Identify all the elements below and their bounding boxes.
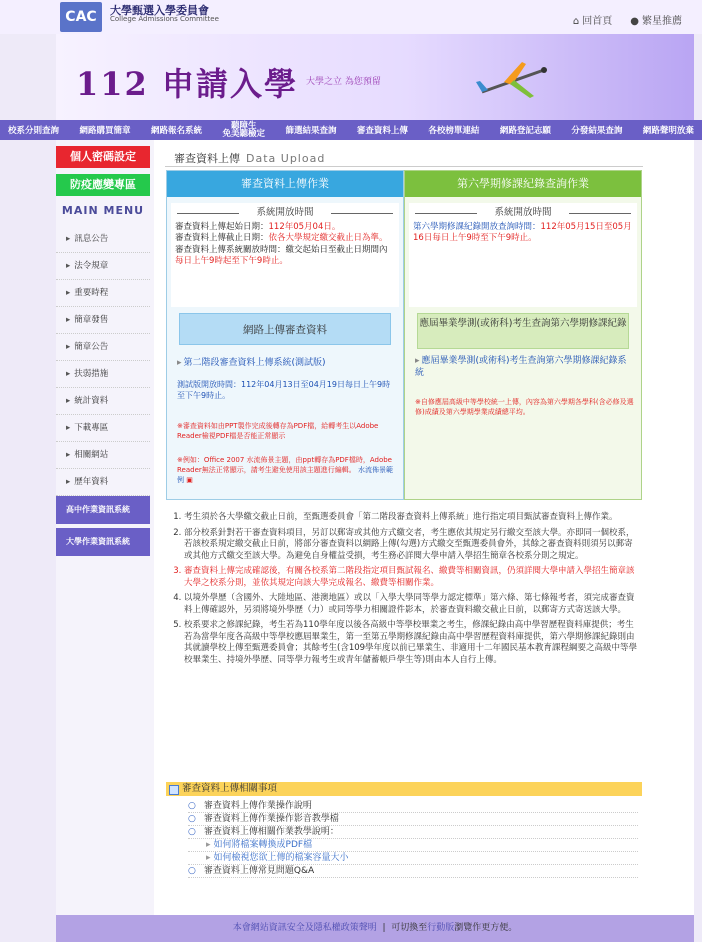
org-sub: College Admissions Committee [110,15,219,23]
divider [165,166,643,167]
sidebar-item[interactable]: ▸ 統計資料 [56,388,150,415]
schedule-line: 審查資料上傳起始日期：112年05月04日。 [175,221,341,232]
schedule-line: 審查資料上傳截止日期：依各大學規定繳交截止日為準。 [175,233,388,243]
rule-item: 4. 以境外學歷（含國外、大陸地區、港澳地區）或以「入學大學同等學力認定標準」第六條、第七條報考者，須完成審查資料上傳確認外，另須將境外學歷（力）或同等學力相關證件影本，於審查資料繳交截止日前，以郵寄方式寄送該大學。 [184,593,640,616]
banner [56,34,694,120]
test-period-note: 測試版開放時間：112年04月13日至04月19日每日上午9時至下午9時止。 [177,380,391,400]
mobile-version-link[interactable]: 行動版 [427,923,455,933]
epidemic-zone-button[interactable]: 防疫應變專區 [56,174,150,196]
high-school-system-button[interactable]: 高中作業資訊系統 [56,496,150,524]
top-links [573,12,682,27]
org-name: 大學甄選入學委員會 [110,4,209,17]
banner-title: 112 申請入學 [76,65,298,103]
related-subitem[interactable]: ▸ 如何檢視您欲上傳的檔案容量大小 [188,852,638,865]
sidebar-item[interactable]: ▸ 扶弱措施 [56,361,150,388]
sidebar-item[interactable]: ▸ 歷年資料 [56,469,150,496]
course-record-head: 第六學期修課紀錄查詢作業 [405,171,641,197]
schedule-title: 系統開放時間 [413,207,633,219]
sidebar-item[interactable]: ▸ 相關網站 [56,442,150,469]
upload-system-link[interactable]: ▸ 第二階段審查資料上傳系統(測試版) [177,355,326,368]
rules-list [170,512,640,670]
sidebar-item[interactable]: ▸ 簡章公告 [56,334,150,361]
nav-item[interactable]: 網路購買簡章 [79,126,131,136]
sidebar-item[interactable]: ▸ 法令規章 [56,253,150,280]
course-record-note: ※自修應屆高級中等學校統一上傳，內容為第六學期各學科(含必修及選修)成績及第六學期學業成績總平均。 [415,398,634,416]
main-menu-title: MAIN MENU [61,204,145,217]
top-bar [0,0,702,34]
rule-item: 5. 校系要求之修課紀錄，考生若為110學年度以後各高級中等學校畢業之考生，修課紀錄由高中學習歷程資料庫提供；考生若為當學年度各高級中等學校應屆畢業生，第一至第五學期修課紀錄由高中學習歷程資料庫提供，第六學期修課紀錄則由其就讀學校上傳至甄選委員會；其餘考生(含109學年度以前已畢業生、非適用十二年國民基本教育課程綱要之高級中等學校畢業生、持境外學歷、同等學力報考生或青年儲蓄帳戶學生等)則由本人自行上傳。 [184,620,640,666]
sidebar-item[interactable]: ▸ 簡章發售 [56,307,150,334]
related-item[interactable]: ○ 審查資料上傳作業操作影音教學檔 [188,813,638,826]
sidebar-menu [56,226,150,496]
course-record-link[interactable]: ▸ 應屆畢業學測(或術科)考生查詢第六學期修課紀錄系統 [415,355,635,379]
course-record-panel [404,170,642,500]
related-item[interactable]: ○ 審查資料上傳作業操作說明 [188,800,638,813]
home-icon: ⌂ [572,16,580,27]
star-link[interactable]: ● 繁星推薦 [630,16,682,27]
schedule-line: 第六學期修課紀錄開放查詢時間：112年05月15日至05月16日每日上午9時至下午9時止。 [413,221,632,243]
related-item: ○ 審查資料上傳相關作業教學說明： [188,826,638,839]
nav-item[interactable]: 篩選結果查詢 [285,126,337,136]
schedule-line: 審查資料上傳系統關放時間：繳交起始日至截止日期間內每日上午9時起至下午9時止。 [175,244,388,266]
rule-item: 1. 考生須於各大學繳交截止日前，至甄選委員會「第二階段審查資料上傳系統」進行指定項目甄試審查資料上傳作業。 [184,512,640,524]
sidebar-item[interactable]: ▸ 訊息公告 [56,226,150,253]
course-record-query-button[interactable]: 應屆畢業學測(或術科)考生查詢第六學期修課紀錄 [417,313,629,349]
related-item[interactable]: ○ 審查資料上傳常見問題Q&A [188,865,638,878]
nav-item-hearing[interactable]: 聽障生 免美聽檢定 [222,121,265,139]
nav-item[interactable]: 校系分則查詢 [8,126,60,136]
nav-item[interactable]: 審查資料上傳 [356,126,408,136]
banner-subtitle: 大學之立 為您預留 [306,77,381,87]
schedule-title: 系統開放時間 [175,207,395,219]
upload-schedule [171,203,399,307]
cac-logo[interactable]: CAC [60,2,102,32]
upload-panel [166,170,404,500]
person-icon: ● [630,16,639,27]
footer: 本會網站資訊安全及隱私權政策聲明 | 可切換至行動版瀏覽作更方便。 [56,915,694,942]
page-title: 審查資料上傳 Data Upload [174,152,326,165]
related-header: 審查資料上傳相關事項 [166,782,642,796]
nav-item[interactable]: 網路報名系統 [150,126,202,136]
nav-item[interactable]: 分發結果查詢 [571,126,623,136]
main-nav [0,120,702,140]
password-setting-button[interactable]: 個人密碼設定 [56,146,150,168]
nav-item[interactable]: 網路聲明放棄 [642,126,694,136]
sidebar-item[interactable]: ▸ 重要時程 [56,280,150,307]
rule-item: 2. 部分校系針對若干審查資料項目，另訂以郵寄或其他方式繳交者，考生應依其規定另行繳交至該大學。亦即同一個校系，若該校系規定繳交截止日前，將部分審查資料以網路上傳(勾選)方式繳交至甄選委員會外，其餘之審查資料則須另以郵寄或其他方式繳交至該大學。為避免自身權益受損，考生務必詳閱大學申請入學招生簡章各校系分則之規定。 [184,528,640,563]
theme-note: ※例如：Office 2007 水流佈景主題，由ppt轉存為PDF檔時，Adobe Reader無法正常顯示，請考生避免使用該主題進行編輯。 水流佈景範例 ▣ [177,456,394,484]
airplane-illustration [474,52,554,112]
theme-sample-link[interactable]: 水流佈景範例 [177,466,394,484]
home-link[interactable]: ⌂ 回首頁 [572,16,613,27]
pdf-note: ※審查資料如由PPT製作完成後轉存為PDF檔，給轉考生以Adobe Reader檢視PDF檔是否能正常顯示 [177,422,379,440]
privacy-policy-link[interactable]: 本會網站資訊安全及隱私權政策聲明 [232,923,377,933]
upload-panel-head: 審查資料上傳作業 [167,171,403,197]
nav-item[interactable]: 各校榜單連結 [428,126,480,136]
university-system-button[interactable]: 大學作業資訊系統 [56,528,150,556]
rule-item: 3. 審查資料上傳完成確認後，有關各校系第二階段指定項目甄試報名、繳費等相關資訊，仍須詳閱大學申請入學招生簡章該大學之校系分則，並依其規定向該大學完成報名、繳費等相關作業。 [184,566,640,589]
related-list [188,800,638,878]
related-subitem[interactable]: ▸ 如何將檔案轉換成PDF檔 [188,839,638,852]
online-upload-button[interactable]: 網路上傳審查資料 [179,313,391,345]
nav-item[interactable]: 網路登記志願 [499,126,551,136]
course-schedule [409,203,637,307]
pdf-icon: ▣ [186,476,193,484]
sidebar-item[interactable]: ▸ 下載專區 [56,415,150,442]
